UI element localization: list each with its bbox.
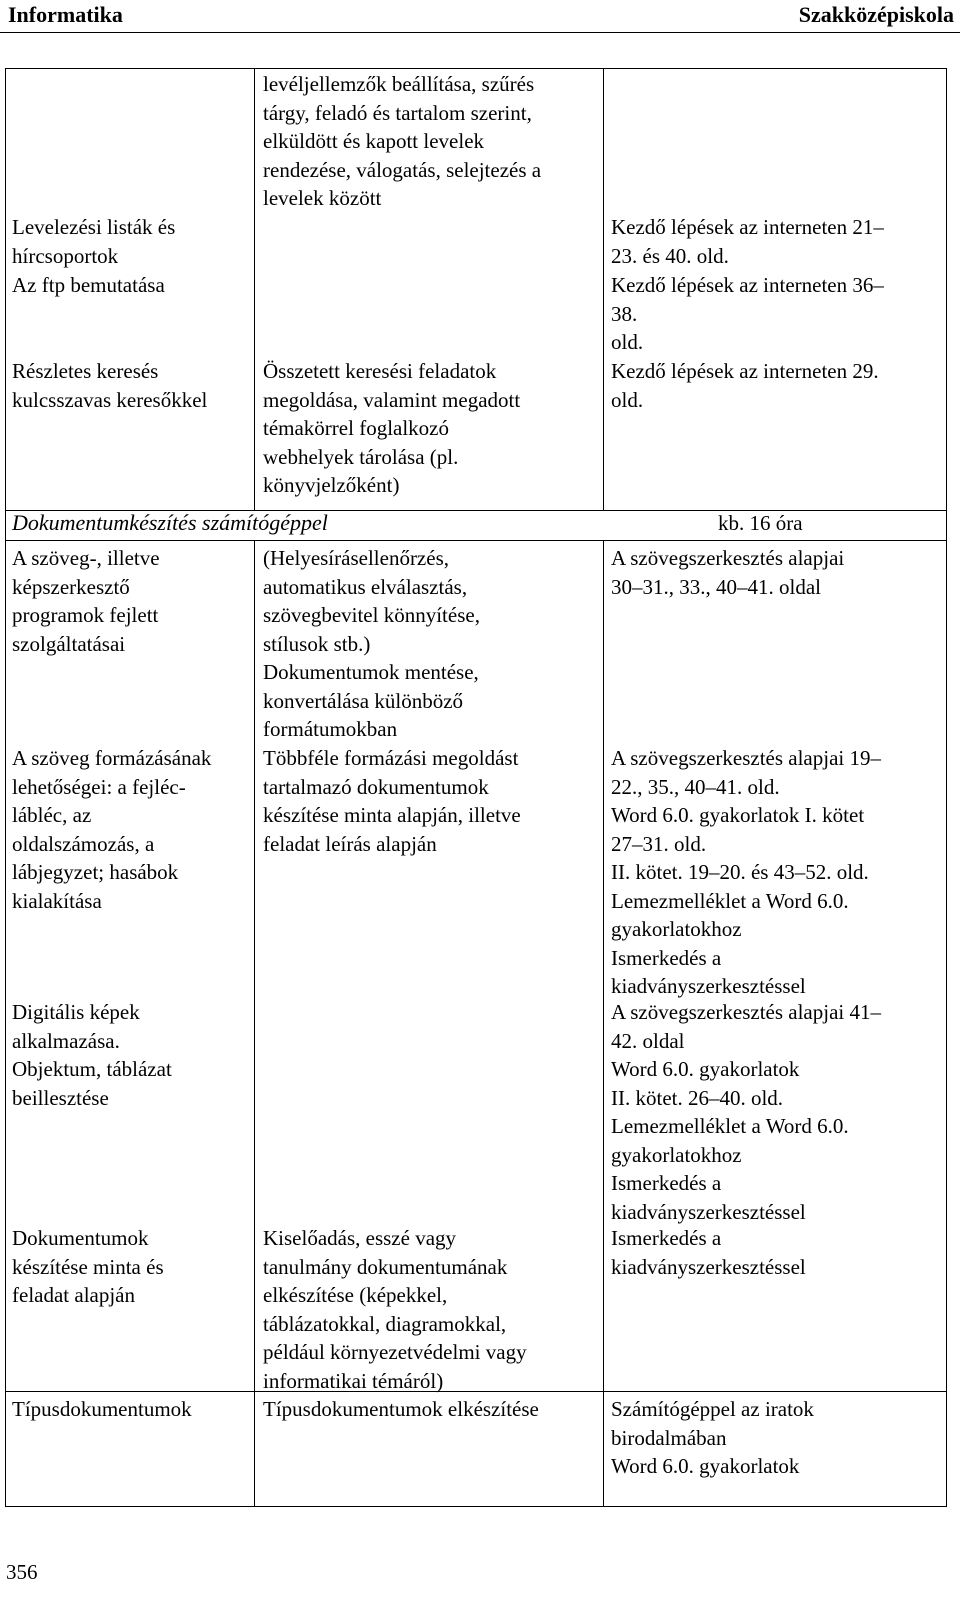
table-cell: A szövegszerkesztés alapjai 41– 42. oldal Word 6.0. gyakorlatok II. kötet. 26–40. old. Lemezmelléklet a Word 6.0. gyakorlatokhoz Ismerkedés a kiadványszerkesztéssel	[611, 1000, 881, 1224]
header-subject: Informatika	[8, 2, 123, 27]
table-cell: Típusdokumentumok	[12, 1397, 192, 1421]
table-cell: Ismerkedés a kiadványszerkesztéssel	[611, 1226, 806, 1279]
page-number: 356	[6, 1560, 38, 1584]
table-divider	[603, 540, 604, 1507]
table-cell: levéljellemzők beállítása, szűrés tárgy, feladó és tartalom szerint, elküldött és kapott levelek rendezése, válogatás, selejtezés a levelek között	[263, 72, 542, 210]
table-cell: Összetett keresési feladatok megoldása, valamint megadott témakörrel foglalkozó webhelyek tárolása (pl. könyvjelzőként)	[263, 359, 521, 497]
table-cell: Többféle formázási megoldást tartalmazó dokumentumok készítése minta alapján, illetve feladat leírás alapján	[263, 746, 521, 856]
table-divider	[603, 68, 604, 510]
table-cell: Számítógéppel az iratok birodalmában Word 6.0. gyakorlatok	[611, 1397, 814, 1478]
table-cell: (Helyesírásellenőrzés, automatikus elválasztás, szövegbevitel könnyítése, stílusok stb.) Dokumentumok mentése, konvertálása különböző formátumokban	[263, 546, 480, 741]
table-cell: A szöveg formázásának lehetőségei: a fejléc- lábléc, az oldalszámozás, a lábjegyzet; hasábok kialakítása	[12, 746, 212, 913]
table-divider	[5, 540, 947, 541]
section-title: Dokumentumkészítés számítógéppel	[12, 510, 328, 535]
table-cell: Dokumentumok készítése minta és feladat alapján	[12, 1226, 164, 1307]
table-cell: Kezdő lépések az interneten 29. old.	[611, 359, 879, 412]
table-cell: Részletes keresés kulcsszavas keresőkkel	[12, 359, 208, 412]
table-cell: A szövegszerkesztés alapjai 19– 22., 35., 40–41. old. Word 6.0. gyakorlatok I. kötet 27–31. old. II. kötet. 19–20. és 43–52. old. Lemezmelléklet a Word 6.0. gyakorlatokhoz Ismerkedés a kiadványszerkesztéssel	[611, 746, 881, 998]
table-cell: Kezdő lépések az interneten 36– 38. old.	[611, 273, 884, 354]
table-cell: Digitális képek alkalmazása. Objektum, táblázat beillesztése	[12, 1000, 172, 1110]
table-cell: Kezdő lépések az interneten 21– 23. és 40. old.	[611, 215, 884, 268]
table-cell: A szöveg-, illetve képszerkesztő programok fejlett szolgáltatásai	[12, 546, 160, 656]
table-cell: Az ftp bemutatása	[12, 273, 165, 297]
table-divider	[254, 68, 255, 510]
table-cell: A szövegszerkesztés alapjai 30–31., 33., 40–41. oldal	[611, 546, 845, 599]
table-cell: Levelezési listák és hírcsoportok	[12, 215, 176, 268]
table-divider	[254, 540, 255, 1507]
table-cell: Kiselőadás, esszé vagy tanulmány dokumentumának elkészítése (képekkel, táblázatokkal, diagramokkal, például környezetvédelmi vagy informatikai témáról)	[263, 1226, 527, 1393]
header-school-type: Szakközépiskola	[798, 2, 954, 27]
table-cell: Típusdokumentumok elkészítése	[263, 1397, 539, 1421]
section-hours: kb. 16 óra	[718, 511, 803, 535]
page-header	[0, 0, 960, 33]
